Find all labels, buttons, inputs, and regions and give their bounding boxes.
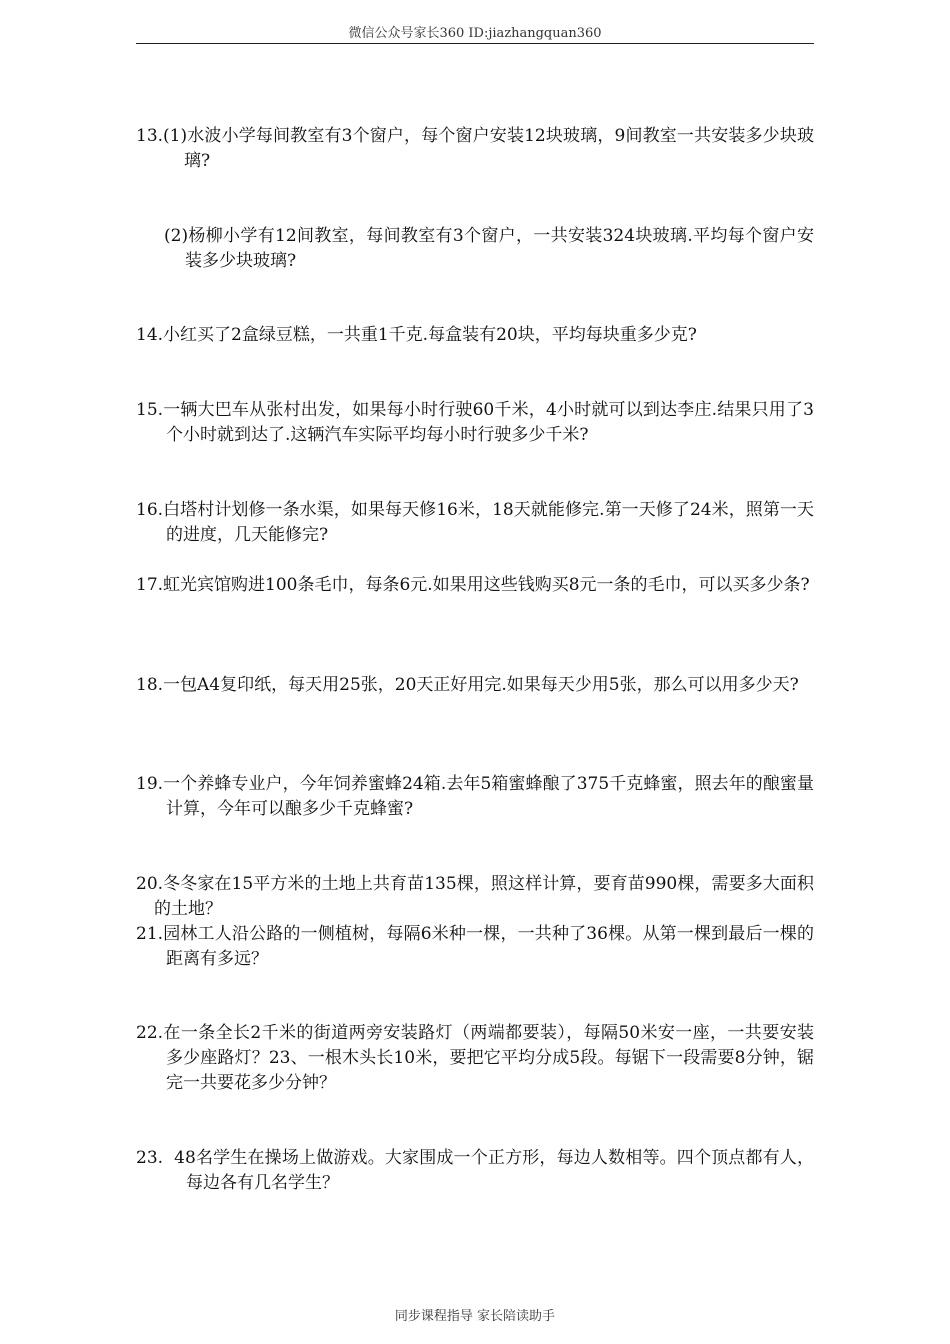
- page-header: 微信公众号家长360 ID:jiazhangquan360: [136, 22, 814, 44]
- question-13-1: 13.(1)水波小学每间教室有3个窗户，每个窗户安装12块玻璃，9间教室一共安装多少块玻璃?: [136, 126, 814, 171]
- question-13-2: (2)杨柳小学有12间教室，每间教室有3个窗户，一共安装324块玻璃.平均每个窗户安装多少块玻璃?: [164, 226, 814, 271]
- question-19: 19.一个养蜂专业户，今年饲养蜜蜂24箱.去年5箱蜜蜂酿了375千克蜂蜜，照去年的酿蜜量计算，今年可以酿多少千克蜂蜜?: [136, 774, 814, 819]
- question-22: 22.在一条全长2千米的街道两旁安装路灯（两端都要装），每隔50米安一座，一共要安装多少座路灯？23、一根木头长10米，要把它平均分成5段。每锯下一段需要8分钟，锯完一共要花多少分钟？: [136, 1023, 814, 1093]
- question-15: 15.一辆大巴车从张村出发，如果每小时行驶60千米，4小时就可以到达李庄.结果只用了3个小时就到达了.这辆汽车实际平均每小时行驶多少千米?: [136, 400, 814, 445]
- question-14: 14.小红买了2盒绿豆糕，一共重1千克.每盒装有20块，平均每块重多少克?: [136, 325, 697, 345]
- question-17: 17.虹光宾馆购进100条毛巾，每条6元.如果用这些钱购买8元一条的毛巾，可以买多少条?: [136, 575, 810, 595]
- page-footer: 同步课程指导 家长陪读助手: [394, 1309, 556, 1324]
- question-21: 21.园林工人沿公路的一侧植树，每隔6米种一棵，一共种了36棵。从第一棵到最后一棵的距离有多远？: [136, 924, 814, 969]
- question-16: 16.白塔村计划修一条水渠，如果每天修16米，18天就能修完.第一天修了24米，照第一天的进度，几天能修完?: [136, 500, 814, 545]
- question-23: 23. 48名学生在操场上做游戏。大家围成一个正方形，每边人数相等。四个顶点都有人，每边各有几名学生？: [136, 1148, 814, 1193]
- question-20: 20.冬冬家在15平方米的土地上共育苗135棵，照这样计算，要育苗990棵，需要多大面积的土地？: [136, 874, 814, 919]
- question-18: 18.一包A4复印纸，每天用25张，20天正好用完.如果每天少用5张，那么可以用多少天?: [136, 675, 799, 695]
